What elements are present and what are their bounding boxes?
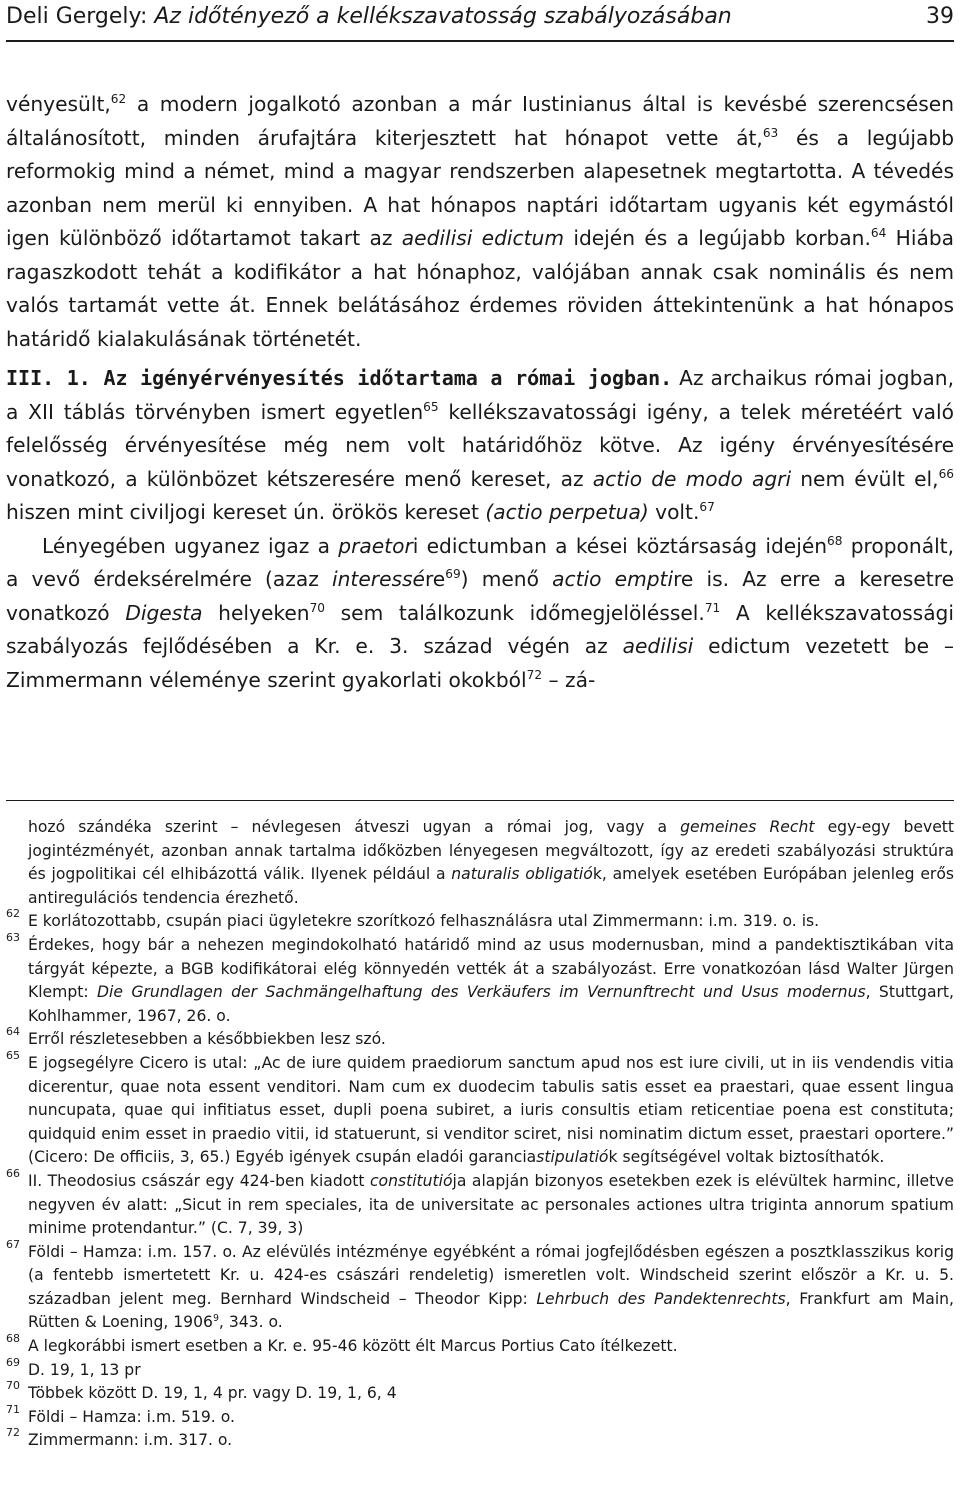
footnote-69: 69 D. 19, 1, 13 pr [6, 1355, 141, 1379]
footnote-ref-66[interactable]: 66 [938, 466, 954, 481]
term-actio-empti: actio empti [552, 567, 674, 591]
footnote-ref-69[interactable]: 69 [445, 567, 461, 582]
footnote-71: 71 Földi – Hamza: i.m. 519. o. [6, 1402, 235, 1426]
page-number: 39 [926, 4, 954, 29]
paragraph-2: III. 1. Az igényérvényesítés időtartama a római jogban. Az archaikus római jogban, a XII táblás törvényben ismert egyetlen$^{65}$ kellékszavatossági igény, a telek méretéért való felelősség érvényesítése még nem volt határidőhöz kötve. Az igény érvényesítésére vonatkozó, a különbözet kétszeresére menő kereset, az actio de modo agri nem évült el,$^{66}$ hiszen mint civiljogi kereset ún. örökös kereset (actio perpetua) volt.$^{67}$ [6, 366, 955, 524]
footnote-ref-62[interactable]: 62 [110, 92, 127, 107]
footnote-ref-63[interactable]: 63 [762, 125, 779, 140]
body-text [6, 88, 954, 697]
footnote-number: 66 [6, 1166, 20, 1180]
footnote-number: 64 [6, 1025, 20, 1039]
term-praetor: praetor [338, 533, 413, 558]
paragraph-1: vényesült,$^{62}$ a modern jogalkotó azonban a már Iustinianus által is kevésbé szerencsésen általánosított, minden árufajtára kiterjesztett hat hónapot vette át,$^{63}$ és a legújabb reformokig mind a német, mind a magyar rendszerben alapesetnek megtartotta. A tévedés azonban nem merül ki ennyiben. A hat hónapos naptári időtartam ugyanis két egymástól igen különböző időtartamot takart az aedilisi edictum idején és a legújabb korban.$^{64}$ Hiába ragaszkodott tehát a kodifikátor a hat hónaphoz, valójában annak csak nominális és nem valós tartamát vette át. Ennek belátásához érdemes röviden áttekintenünk a hat hónapos határidő kialakulásának történetét. [6, 92, 955, 351]
footnote-66: 66 II. Theodosius császár egy 424-ben kiadott constitutiója alapján bizonyos esetekben ezek is elévültek harminc, illetve negyven év alatt: „Sicut in rem speciales, ita de universitate ac personales actiones ultra triginta annorum spatium minime protendantur.” (C. 7, 39, 3) [6, 1166, 954, 1238]
footnote-continuation: hozó szándéka szerint – névlegesen átveszi ugyan a római jog, vagy a gemeines Recht egy-egy bevett jogintézményét, azonban annak tartalma időközben lényegesen megváltozott, így az eredeti szabályozási struktúra és jogpolitikai cél elhibázottá válik. Ilyenek például a naturalis obligatiók, amelyek esetében Európában jelenleg erős antiregulációs tendencia érezhető. [28, 818, 955, 907]
footnote-64: 64 Erről részletesebben a későbbiekben lesz szó. [6, 1025, 386, 1049]
footnote-65: 65 E jogsegélyre Cicero is utal: „Ac de iure quidem praediorum sanctum apud nos est iure civili, ut in iis vendendis vitia dicerentur, quae nota essent venditori. Nam cum ex duodecim tabulis satis esset ea praestari, quae essent lingua nuncupata, quae qui infitiatus esset, dupli poena subiret, a iuris consultis etiam reticentiae poena est constituta; quidquid enim esset in praedio vitii, id statuerunt, si venditor sciret, nisi nominatim dictum esset, praestari oportere.” (Cicero: De officiis, 3, 65.) Egyéb igények csupán eladói garanciastipulatiók segítségével voltak biztosíthatók. [6, 1048, 954, 1167]
footnote-divider [6, 800, 954, 801]
footnote-67: 67 Földi – Hamza: i.m. 157. o. Az elévülés intézménye egyébként a római jogfejlődésben egészen a posztklasszikus korig (a fentebb ismertetett Kr. u. 424-es császári rendeletig) ismeretlen volt. Windscheid szerint először a Kr. u. 5. században jelent meg. Bernhard Windscheid – Theodor Kipp: Lehrbuch des Pandektenrechts, Frankfurt am Main, Rütten & Loening, 1906$^9$, 343. o. [6, 1237, 954, 1332]
footnote-63: 63 Érdekes, hogy bár a nehezen megindokolható határidő mind az usus modernusban, mind a pandektisztikában vita tárgyát képezte, a BGB kodifikátorai elég könnyedén vették át a szabályozást. Erre vonatkozóan lásd Walter Jürgen Klempt: Die Grundlagen der Sachmängelhaftung des Verkäufers im Vernunftrecht und Usus modernus, Stuttgart, Kohlhammer, 1967, 26. o. [6, 930, 954, 1025]
footnote-number: 68 [6, 1332, 20, 1346]
paragraph-3: Lényegében ugyanez igaz a praetori edictumban a kései köztársaság idején$^{68}$ proponált, a vevő érdeksérelmére (azaz interessére$^{69}$) menő actio emptire is. Az erre a keresetre vonatkozó Digesta helyeken$^{70}$ sem találkozunk időmegjelöléssel.$^{71}$ A kellékszavatossági szabályozás fejlődésében a Kr. e. 3. század végén az aedilisi edictum vezetett be – Zimmermann véleménye szerint gyakorlati okokból$^{72}$ – zá- [6, 533, 955, 692]
footnote-number: 70 [6, 1379, 20, 1393]
term-actio-perpetua: (actio perpetua) [485, 500, 649, 524]
running-header [6, 0, 954, 33]
footnote-number: 67 [6, 1237, 20, 1251]
footnotes [6, 816, 954, 1453]
term-actio-de-modo-agri: actio de modo agri [592, 466, 792, 491]
footnote-number: 65 [6, 1048, 20, 1062]
term-aedilisi-edictum: aedilisi edictum [401, 226, 564, 250]
term-interesse: interessé [332, 567, 425, 591]
footnote-number: 71 [6, 1402, 20, 1416]
footnote-72: 72 Zimmermann: i.m. 317. o. [6, 1426, 233, 1450]
footnote-ref-70[interactable]: 70 [309, 600, 325, 615]
footnote-number: 63 [6, 930, 20, 944]
header-author: Deli Gergely: [6, 4, 155, 29]
footnote-ref-64[interactable]: 64 [870, 226, 887, 241]
footnote-ref-72[interactable]: 72 [526, 667, 543, 682]
footnote-ref-68[interactable]: 68 [827, 533, 843, 548]
section-heading: III. 1. Az igényérvényesítés időtartama a római jogban. [6, 366, 673, 390]
footnote-ref-65[interactable]: 65 [423, 399, 439, 414]
term-digesta: Digesta [125, 600, 203, 625]
footnote-ref-71[interactable]: 71 [704, 600, 721, 615]
footnote-70: 70 Többek között D. 19, 1, 4 pr. vagy D. 19, 1, 6, 4 [6, 1379, 397, 1403]
footnote-68: 68 A legkorábbi ismert esetben a Kr. e. 95-46 között élt Marcus Portius Cato ítélkezett. [6, 1332, 678, 1356]
footnote-number: 72 [6, 1426, 20, 1440]
footnote-ref-67[interactable]: 67 [699, 500, 715, 515]
header-divider [6, 40, 954, 42]
footnote-62: 62 E korlátozottabb, csupán piaci ügyletekre szorítkozó felhasználásra utal Zimmermann: i.m. 319. o. is. [6, 907, 820, 931]
term-aedilisi: aedilisi [622, 634, 694, 658]
footnote-number: 69 [6, 1355, 20, 1369]
header-title: Az időtényező a kellékszavatosság szabályozásában [154, 4, 732, 29]
footnote-number: 62 [6, 907, 20, 921]
